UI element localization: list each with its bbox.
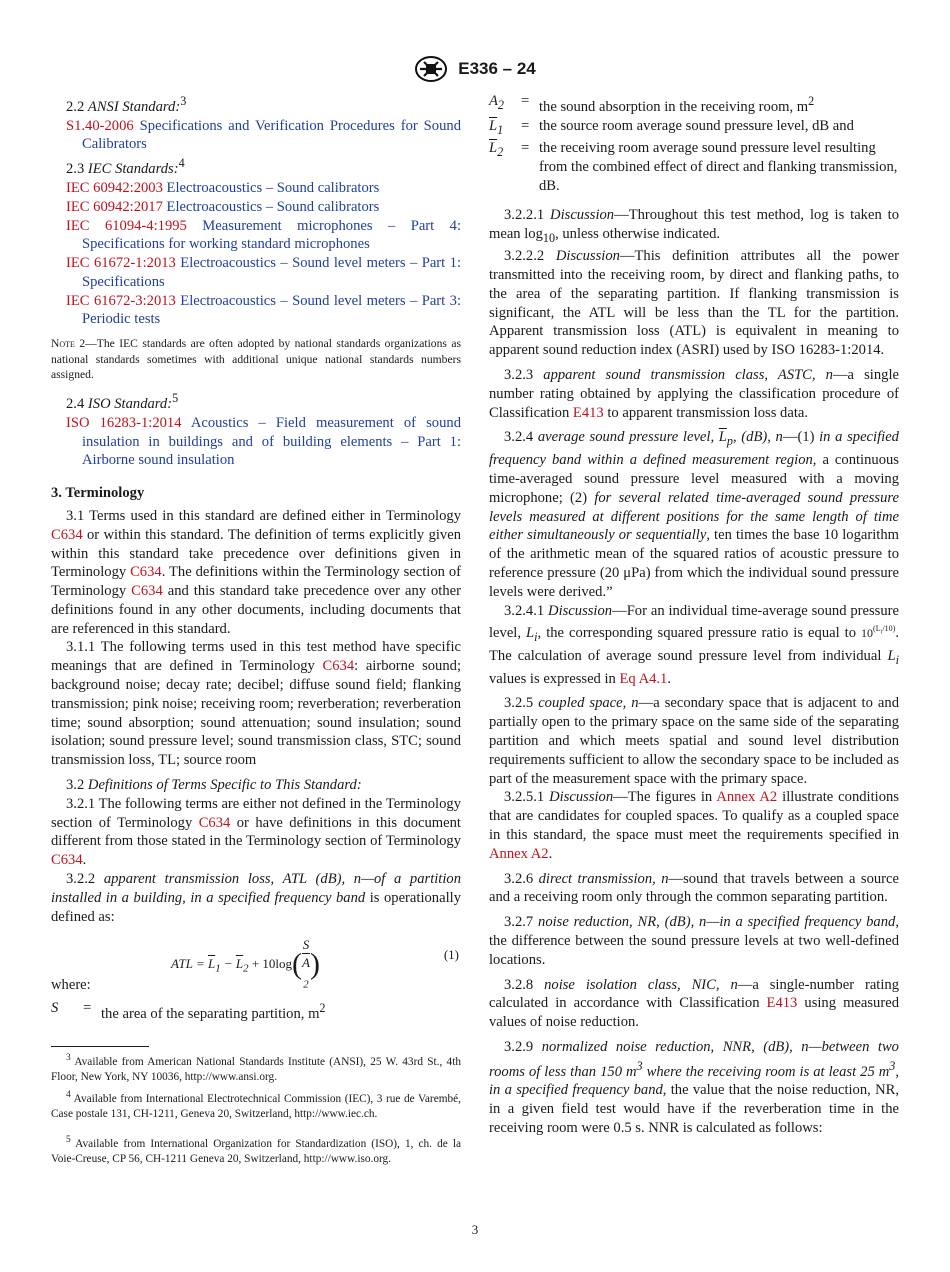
c634-link[interactable]: C634	[51, 852, 83, 869]
c634-link[interactable]: C634	[130, 564, 162, 581]
paragraph-3-2-5-1: 3.2.5.1 Discussion—The figures in Annex A2 illustrate conditions that are candidates for coupled spaces. To qualify as a coupled space in this standard, the space must meet the requirements specified in Annex A2.	[489, 789, 899, 862]
page-number: 3	[471, 1222, 479, 1237]
paragraph-3-1-1: 3.1.1 The following terms used in this test method have specific meanings that are defined in Terminology C634: airborne sound; background noise; decay rate; decibel; diffuse sound field; flanking transmission; pink noise; receiving room; reverberation; reverberation time; sound absorption; sound attenuation; sound insulation; sound isolation; sound pressure level; sound transmission class, STC; sound transmission loss, TL; source room	[51, 639, 461, 769]
equation-1-body: ATL = $\overline{L}_1 - \overline{L}_2 + 10\log$( S A $_2$ )	[171, 936, 320, 994]
equation-1-number: (1)	[443, 947, 459, 963]
document-designation: E336 – 24	[458, 59, 536, 78]
section-2-4-heading: 2.4 ISO Standard:$^5$	[66, 391, 179, 412]
reference-iec	[51, 292, 461, 330]
footnote-divider	[51, 1046, 149, 1047]
paragraph-3-2-1: 3.2.1 The following terms are either not defined in the Terminology section of Terminology C634 or have definitions in this document different from those stated in the Terminology section of Terminology C634.	[51, 795, 461, 869]
reference-iec	[51, 198, 461, 217]
section-3-heading: 3. Terminology	[51, 485, 145, 502]
paragraph-3-2: 3.2 Definitions of Terms Specific to This Standard:	[66, 777, 362, 794]
iec-title-link[interactable]: Electroacoustics – Sound calibrators	[166, 179, 380, 196]
iec-title-link[interactable]: Measurement microphones – Part 4: Specifications for working standard microphones	[82, 217, 461, 253]
annex-a2-link[interactable]: Annex A2	[489, 845, 549, 862]
iec-code-link[interactable]: IEC 60942:2017	[66, 198, 163, 215]
footnote-4: $^4$ Available from International Electrotechnical Commission (IEC), 3 rue de Varembé, Case postale 131, CH-1211, Geneva 20, Switzerland, http://www.iec.ch.	[51, 1090, 461, 1121]
c634-link[interactable]: C634	[51, 526, 83, 543]
iec-code-link[interactable]: IEC 60942:2003	[66, 179, 163, 196]
reference-iec	[51, 179, 461, 198]
page-header	[0, 55, 950, 83]
reference-iec	[51, 217, 461, 255]
definition-l1: $\overline{L}_1$ = the source room average sound pressure level, dB and	[489, 117, 854, 137]
iec-code-link[interactable]: IEC 61672-1:2013	[66, 255, 176, 272]
c634-link[interactable]: C634	[198, 814, 231, 831]
paragraph-3-2-4-1: 3.2.4.1 Discussion—For an individual time-average sound pressure level, $L_i$, the corresponding squared pressure ratio is equal to $10^{(L_i/10)}$. The calculation of average sound pressure level from individual $L_i$ values is expressed in Eq A4.1.	[489, 602, 899, 687]
c634-link[interactable]: C634	[131, 583, 163, 600]
reference-iso	[51, 414, 461, 470]
paragraph-3-2-9: 3.2.9 normalized noise reduction, NNR, (dB), n—between two rooms of less than 150 $m^3$ where the receiving room is at least 25 $m^3$, in a specified frequency band, the value that the noise reduction, NR, in a given field test would have if the reverberation time in the receiving room were 0.5 s. NNR is calculated as follows:	[489, 1038, 900, 1136]
paragraph-3-1: 3.1 Terms used in this standard are defined either in Terminology C634 or within this standard. The definition of terms explicitly given within this standard take precedence over definitions given in Terminology C634. The definitions within the Terminology section of Terminology C634 and this standard take precedence over any other definitions found in any other documents, including documents that are referenced in this standard.	[51, 507, 462, 637]
c634-link[interactable]: C634	[322, 658, 355, 675]
footnote-3: $^3$ Available from American National Standards Institute (ANSI), 25 W. 43rd St., 4th Floor, New York, NY 10036, http://www.ansi.org.	[51, 1052, 461, 1083]
paragraph-3-2-8: 3.2.8 noise isolation class, NIC, n—a single-number rating calculated in accordance with Classification E413 using measured values of noise reduction.	[489, 976, 899, 1031]
iec-code-link[interactable]: IEC 61672-3:2013	[66, 292, 176, 309]
annex-a2-link[interactable]: Annex A2	[716, 789, 778, 806]
iso-title-link[interactable]: Acoustics – Field measurement of sound insulation in buildings and of building elements – Part 1: Airborne sound insulation	[82, 414, 461, 469]
paragraph-3-2-5: 3.2.5 coupled space, n—a secondary space that is adjacent to and partially open to the primary space on the same side of the separating partition and which meets spatial and sound level distribution requirements sufficient to allow the secondary space to be included as part of the measurement space with the primary space.	[489, 695, 899, 787]
definition-l2: $\overline{L}_2$ = the receiving room average sound pressure level resulting from the combined effect of direct and flanking transmission, dB.	[489, 140, 898, 194]
where-label: where:	[51, 977, 91, 994]
paragraph-3-2-6: 3.2.6 direct transmission, n—sound that travels between a source and a receiving room only through the common separating partition.	[489, 870, 899, 906]
footnote-5: $^5$ Available from International Organization for Standardization (ISO), 1, ch. de la Voie-Creuse, CP 56, CH-1211 Geneva 20, Switzerland, http://www.iso.org.	[51, 1134, 461, 1165]
reference-ansi	[51, 117, 461, 155]
e413-link[interactable]: E413	[572, 404, 604, 421]
astm-logo-icon	[414, 55, 448, 83]
paragraph-3-2-2-2: 3.2.2.2 Discussion—This definition attributes all the power transmitted into the receiving room, by direct and flanking paths, to the area of the separating partition. If flanking transmission is significant, the ATL will be less than the TL for the partition. Apparent transmission loss (ATL) is equivalent in meaning to apparent sound reduction index (ASRI) used by ISO 16283-1:2014.	[489, 248, 899, 359]
paragraph-3-2-2: 3.2.2 apparent transmission loss, ATL (dB), n—of a partition installed in a building, in a specified frequency band is operationally defined as:	[51, 871, 462, 925]
iec-title-link[interactable]: Electroacoustics – Sound calibrators	[166, 198, 380, 215]
right-column	[489, 92, 899, 1138]
ansi-code-link[interactable]: S1.40-2006	[66, 117, 134, 134]
section-2-2-heading: 2.2 ANSI Standard:$^3$	[66, 94, 187, 115]
paragraph-3-2-7: 3.2.7 noise reduction, NR, (dB), n—in a specified frequency band, the difference between the sound pressure levels at two well-defined locations.	[489, 914, 899, 968]
paragraph-3-2-4: 3.2.4 average sound pressure level, $\overline{L}_p$, (dB), n—(1) in a specified frequency band within a defined measurement region, a continuous time-averaged sound pressure level measured with a moving microphone; (2) for several related time-averaged sound pressure levels measured at different positions for the same length of time either simultaneously or sequentially, ten times the base 10 logarithm of the arithmetic mean of the squared ratios of acoustic pressure to reference pressure (20 μPa) from which the individual sound pressure levels were derived.”	[489, 429, 899, 600]
e413-link[interactable]: E413	[766, 995, 798, 1012]
left-column	[51, 92, 461, 1167]
eq-a4-1-link[interactable]: Eq A4.1	[619, 670, 668, 687]
iec-title-link[interactable]: Electroacoustics – Sound level meters – Part 1: Specifications	[82, 255, 462, 290]
definition-s: S = the area of the separating partition, $m^2$	[51, 1000, 326, 1023]
definition-a2: $A_2$ = the sound absorption in the receiving room, $m^2$	[489, 93, 815, 115]
section-2-3-heading: 2.3 IEC Standards:$^4$	[66, 156, 185, 178]
ansi-title-link[interactable]: Specifications and Verification Procedures for Sound Calibrators	[82, 117, 461, 153]
reference-iec	[51, 254, 461, 292]
iso-code-link[interactable]: ISO 16283-1:2014	[66, 414, 182, 431]
iec-code-link[interactable]: IEC 61094-4:1995	[66, 217, 187, 234]
paragraph-3-2-2-1: 3.2.2.1 Discussion—Throughout this test method, log is taken to mean $\log_{10}$, unless otherwise indicated.	[489, 206, 899, 245]
iec-title-link[interactable]: Electroacoustics – Sound level meters – Part 3: Periodic tests	[82, 292, 462, 328]
note-2: Note 2—The IEC standards are often adopted by national standards organizations as national standards sometimes with additional unique national standards numbers assigned.	[51, 337, 462, 382]
paragraph-3-2-3: 3.2.3 apparent sound transmission class, ASTC, n—a single number rating obtained by applying the classification procedure of Classification E413 to apparent transmission loss data.	[489, 367, 899, 421]
